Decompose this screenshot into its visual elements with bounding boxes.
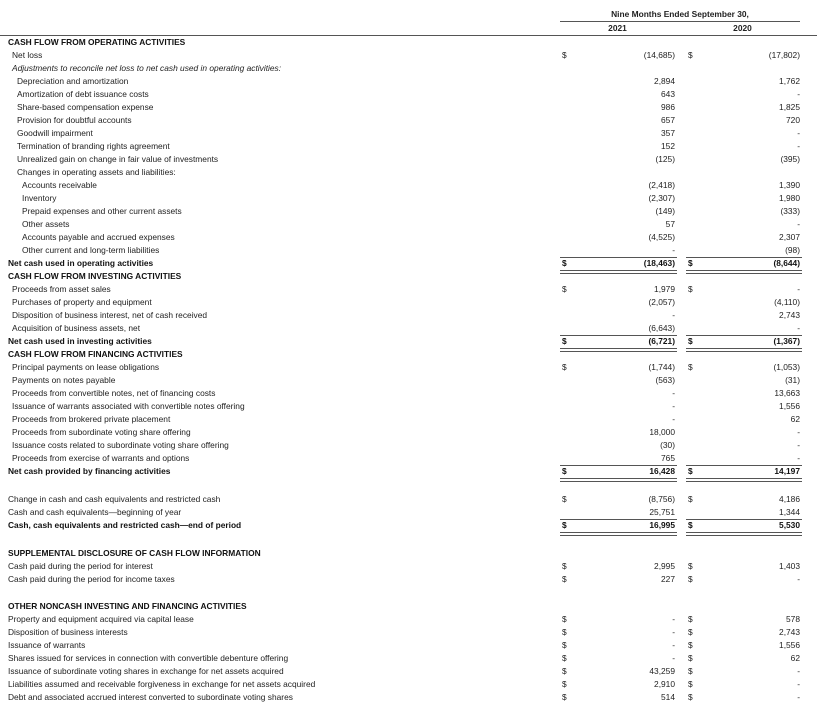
row-label: Changes in operating assets and liabilities: [17, 167, 176, 177]
value-2020: - [797, 89, 800, 99]
value-2021: 16,428 [649, 466, 675, 476]
currency-2020: $ [688, 284, 693, 294]
period-header: Nine Months Ended September 30, [611, 9, 749, 19]
subtotal-rule [686, 257, 802, 258]
total-double-rule [560, 348, 677, 352]
table-row [0, 192, 817, 205]
row-label: Issuance of warrants [8, 640, 86, 650]
value-2020: 2,743 [779, 627, 800, 637]
table-row [0, 626, 817, 639]
row-label: Issuance of subordinate voting shares in exchange for net assets acquired [8, 666, 284, 676]
table-row [0, 361, 817, 374]
row-label: Adjustments to reconcile net loss to net cash used in operating activities: [12, 63, 282, 73]
row-label: Net loss [12, 50, 43, 60]
value-2021: 514 [661, 692, 675, 702]
value-2021: 657 [661, 115, 675, 125]
value-2020: (17,802) [768, 50, 800, 60]
table-row [0, 639, 817, 652]
table-row [0, 387, 817, 400]
table-row [0, 426, 817, 439]
row-label: Provision for doubtful accounts [17, 115, 132, 125]
value-2021: - [672, 388, 675, 398]
table-row [0, 140, 817, 153]
table-row [0, 335, 817, 348]
currency-2020: $ [688, 692, 693, 702]
currency-2021: $ [562, 692, 567, 702]
currency-2020: $ [688, 362, 693, 372]
table-row [0, 296, 817, 309]
currency-2020: $ [688, 640, 693, 650]
value-2020: 1,980 [779, 193, 800, 203]
currency-2020: $ [688, 336, 693, 346]
value-2020: 62 [790, 414, 800, 424]
row-label: Proceeds from brokered private placement [12, 414, 171, 424]
currency-2021: $ [562, 50, 567, 60]
value-2020: - [797, 219, 800, 229]
row-label: Net cash used in operating activities [8, 258, 154, 268]
currency-2021: $ [562, 520, 567, 530]
table-row [0, 493, 817, 506]
year-header-2020: 2020 [733, 23, 752, 33]
value-2021: - [672, 627, 675, 637]
table-row [0, 665, 817, 678]
value-2020: 720 [786, 115, 800, 125]
row-label: Share-based compensation expense [17, 102, 154, 112]
currency-2021: $ [562, 640, 567, 650]
table-row [0, 179, 817, 192]
row-label: Issuance costs related to subordinate voting share offering [12, 440, 229, 450]
value-2021: (6,643) [648, 323, 675, 333]
value-2021: 2,995 [654, 561, 675, 571]
value-2021: 43,259 [649, 666, 675, 676]
value-2021: - [672, 245, 675, 255]
total-double-rule [560, 532, 677, 536]
subtotal-rule [686, 335, 802, 336]
currency-2021: $ [562, 284, 567, 294]
table-row [0, 560, 817, 573]
row-label: Prepaid expenses and other current assets [22, 206, 182, 216]
row-label: CASH FLOW FROM INVESTING ACTIVITIES [8, 271, 182, 281]
table-row [0, 400, 817, 413]
value-2021: 765 [661, 453, 675, 463]
value-2020: 1,762 [779, 76, 800, 86]
table-row [0, 322, 817, 335]
row-label: Disposition of business interest, net of cash received [12, 310, 208, 320]
table-row [0, 439, 817, 452]
value-2020: 1,556 [779, 401, 800, 411]
row-label: Disposition of business interests [8, 627, 128, 637]
value-2021: 357 [661, 128, 675, 138]
row-label: Change in cash and cash equivalents and restricted cash [8, 494, 221, 504]
value-2021: (8,756) [648, 494, 675, 504]
row-label: OTHER NONCASH INVESTING AND FINANCING ACTIVITIES [8, 601, 247, 611]
value-2020: - [797, 128, 800, 138]
row-label: Proceeds from convertible notes, net of financing costs [12, 388, 216, 398]
value-2020: 5,530 [779, 520, 800, 530]
currency-2021: $ [562, 561, 567, 571]
row-label: Cash paid during the period for income taxes [8, 574, 175, 584]
row-label: Net cash used in investing activities [8, 336, 152, 346]
currency-2020: $ [688, 666, 693, 676]
value-2020: 2,307 [779, 232, 800, 242]
row-label: Property and equipment acquired via capital lease [8, 614, 194, 624]
currency-2020: $ [688, 627, 693, 637]
value-2021: (2,057) [648, 297, 675, 307]
value-2020: 13,663 [774, 388, 800, 398]
value-2021: (30) [660, 440, 675, 450]
value-2020: - [797, 666, 800, 676]
table-row [0, 231, 817, 244]
value-2020: (395) [780, 154, 800, 164]
value-2020: 4,186 [779, 494, 800, 504]
row-label: SUPPLEMENTAL DISCLOSURE OF CASH FLOW INFORMATION [8, 548, 261, 558]
subtotal-rule [686, 519, 802, 520]
value-2020: 578 [786, 614, 800, 624]
row-label: Issuance of warrants associated with convertible notes offering [12, 401, 245, 411]
currency-2021: $ [562, 666, 567, 676]
value-2021: (18,463) [643, 258, 675, 268]
currency-2021: $ [562, 679, 567, 689]
value-2020: 2,743 [779, 310, 800, 320]
table-row [0, 205, 817, 218]
table-row [0, 573, 817, 586]
value-2021: 18,000 [649, 427, 675, 437]
value-2021: - [672, 414, 675, 424]
table-row [0, 613, 817, 626]
value-2021: 16,995 [649, 520, 675, 530]
value-2020: 1,344 [779, 507, 800, 517]
table-row [0, 257, 817, 270]
value-2020: - [797, 679, 800, 689]
table-row [0, 413, 817, 426]
value-2021: (563) [655, 375, 675, 385]
table-row [0, 309, 817, 322]
value-2020: - [797, 323, 800, 333]
currency-2021: $ [562, 362, 567, 372]
value-2021: 986 [661, 102, 675, 112]
value-2020: 1,556 [779, 640, 800, 650]
row-label: Principal payments on lease obligations [12, 362, 160, 372]
value-2021: - [672, 310, 675, 320]
row-label: Acquisition of business assets, net [12, 323, 141, 333]
row-label: Proceeds from exercise of warrants and options [12, 453, 190, 463]
table-row [0, 75, 817, 88]
row-label: Shares issued for services in connection with convertible debenture offering [8, 653, 289, 663]
table-row [0, 88, 817, 101]
currency-2020: $ [688, 561, 693, 571]
currency-2021: $ [562, 653, 567, 663]
currency-2020: $ [688, 574, 693, 584]
value-2020: 1,825 [779, 102, 800, 112]
value-2020: - [797, 141, 800, 151]
row-label: Payments on notes payable [12, 375, 116, 385]
subtotal-rule [560, 335, 677, 336]
table-row [0, 652, 817, 665]
table-row [0, 678, 817, 691]
total-double-rule [686, 532, 802, 536]
value-2020: - [797, 692, 800, 702]
row-label: Cash and cash equivalents—beginning of year [8, 507, 182, 517]
currency-2021: $ [562, 494, 567, 504]
currency-2020: $ [688, 466, 693, 476]
table-row [0, 101, 817, 114]
value-2020: (98) [785, 245, 800, 255]
total-double-rule [560, 478, 677, 482]
table-row [0, 36, 817, 49]
table-row [0, 691, 817, 704]
row-label: Termination of branding rights agreement [17, 141, 170, 151]
currency-2020: $ [688, 494, 693, 504]
value-2021: (2,307) [648, 193, 675, 203]
value-2021: (1,744) [648, 362, 675, 372]
value-2020: - [797, 440, 800, 450]
value-2021: - [672, 614, 675, 624]
value-2021: 2,910 [654, 679, 675, 689]
table-row [0, 62, 817, 75]
row-label: Accounts receivable [22, 180, 97, 190]
value-2021: - [672, 653, 675, 663]
table-row [0, 452, 817, 465]
row-label: Inventory [22, 193, 57, 203]
value-2021: - [672, 640, 675, 650]
table-row [0, 600, 817, 613]
table-row [0, 127, 817, 140]
value-2020: - [797, 284, 800, 294]
currency-2021: $ [562, 574, 567, 584]
value-2021: (6,721) [648, 336, 675, 346]
row-label: CASH FLOW FROM OPERATING ACTIVITIES [8, 37, 186, 47]
value-2020: (31) [785, 375, 800, 385]
total-double-rule [686, 270, 802, 274]
value-2021: 227 [661, 574, 675, 584]
row-label: Amortization of debt issuance costs [17, 89, 149, 99]
value-2020: 1,403 [779, 561, 800, 571]
value-2020: - [797, 453, 800, 463]
value-2020: 62 [790, 653, 800, 663]
row-label: Liabilities assumed and receivable forgiveness in exchange for net assets acquired [8, 679, 316, 689]
value-2021: - [672, 401, 675, 411]
value-2020: (8,644) [773, 258, 800, 268]
currency-2021: $ [562, 466, 567, 476]
value-2020: (333) [780, 206, 800, 216]
table-row [0, 547, 817, 560]
value-2021: 1,979 [654, 284, 675, 294]
row-label: Goodwill impairment [17, 128, 93, 138]
row-label: Purchases of property and equipment [12, 297, 152, 307]
table-row [0, 166, 817, 179]
subtotal-rule [560, 257, 677, 258]
value-2020: (4,110) [774, 297, 800, 307]
value-2020: - [797, 574, 800, 584]
total-double-rule [560, 270, 677, 274]
value-2020: - [797, 427, 800, 437]
value-2021: 2,894 [654, 76, 675, 86]
value-2020: 14,197 [774, 466, 800, 476]
table-row [0, 465, 817, 478]
table-row [0, 218, 817, 231]
currency-2020: $ [688, 258, 693, 268]
value-2021: 152 [661, 141, 675, 151]
value-2021: 25,751 [649, 507, 675, 517]
table-row [0, 49, 817, 62]
subtotal-rule [560, 519, 677, 520]
value-2021: (2,418) [648, 180, 675, 190]
table-row [0, 506, 817, 519]
currency-2020: $ [688, 520, 693, 530]
currency-2021: $ [562, 336, 567, 346]
table-row [0, 283, 817, 296]
row-label: Depreciation and amortization [17, 76, 129, 86]
currency-2021: $ [562, 258, 567, 268]
row-label: Cash, cash equivalents and restricted cash—end of period [8, 520, 242, 530]
row-label: Cash paid during the period for interest [8, 561, 153, 571]
table-row [0, 519, 817, 532]
total-double-rule [686, 348, 802, 352]
subtotal-rule [560, 465, 677, 466]
value-2021: 643 [661, 89, 675, 99]
currency-2020: $ [688, 653, 693, 663]
value-2020: (1,053) [773, 362, 800, 372]
table-row [0, 374, 817, 387]
currency-2020: $ [688, 679, 693, 689]
year-header-2021: 2021 [608, 23, 627, 33]
row-label: CASH FLOW FROM FINANCING ACTIVITIES [8, 349, 183, 359]
row-label: Other assets [22, 219, 70, 229]
value-2021: (14,685) [643, 50, 675, 60]
row-label: Debt and associated accrued interest converted to subordinate voting shares [8, 692, 293, 702]
subtotal-rule [686, 465, 802, 466]
currency-2020: $ [688, 614, 693, 624]
value-2020: 1,390 [779, 180, 800, 190]
row-label: Proceeds from subordinate voting share offering [12, 427, 191, 437]
currency-2021: $ [562, 627, 567, 637]
value-2021: (125) [655, 154, 675, 164]
row-label: Other current and long-term liabilities [22, 245, 160, 255]
row-label: Net cash provided by financing activities [8, 466, 171, 476]
value-2020: (1,367) [773, 336, 800, 346]
value-2021: 57 [665, 219, 675, 229]
currency-2021: $ [562, 614, 567, 624]
value-2021: (4,525) [648, 232, 675, 242]
currency-2020: $ [688, 50, 693, 60]
row-label: Proceeds from asset sales [12, 284, 111, 294]
table-row [0, 153, 817, 166]
table-row [0, 244, 817, 257]
table-row [0, 114, 817, 127]
row-label: Accounts payable and accrued expenses [22, 232, 175, 242]
row-label: Unrealized gain on change in fair value of investments [17, 154, 219, 164]
value-2021: (149) [655, 206, 675, 216]
header-rule-top [560, 21, 800, 22]
total-double-rule [686, 478, 802, 482]
